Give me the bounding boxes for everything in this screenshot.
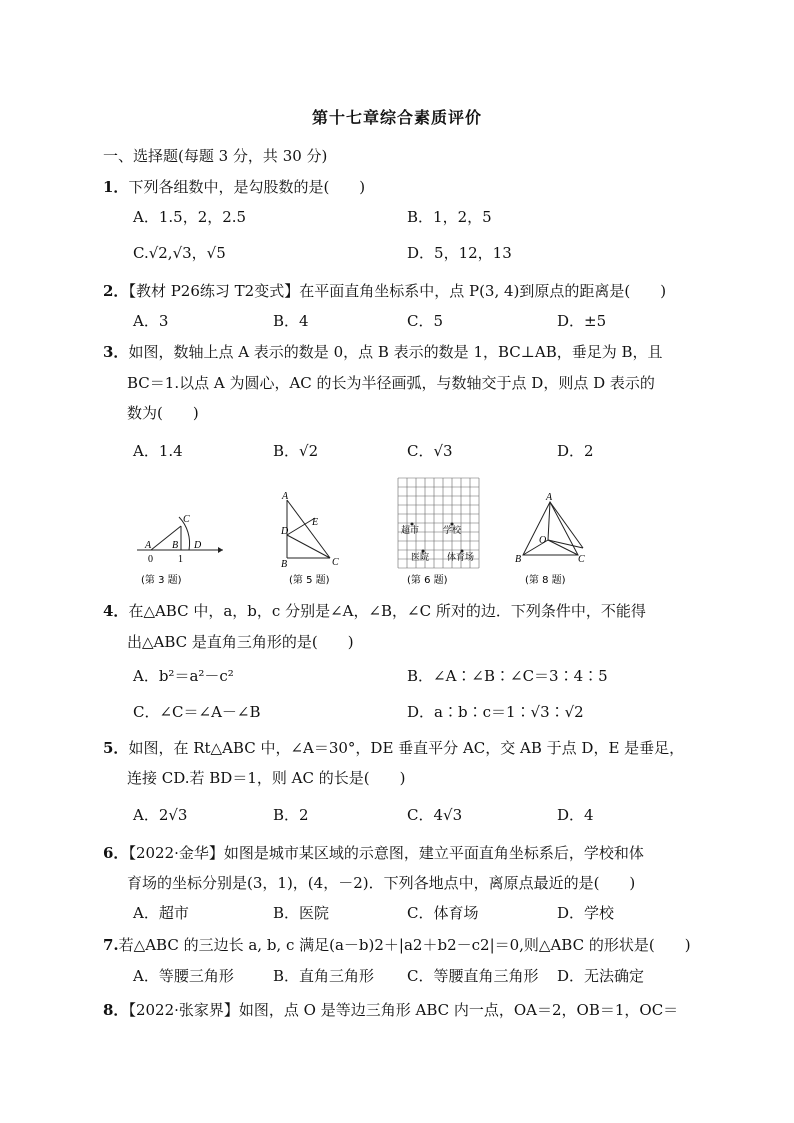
question-stem: 【2022·金华】如图是城市某区域的示意图，建立平面直角坐标系后，学校和体 — [128, 844, 644, 862]
question-stem-line3: 数为( ) — [127, 404, 199, 422]
question-stem: 【2022·张家界】如图，点 O 是等边三角形 ABC 内一点，OA＝2，OB＝1，OC＝ — [128, 1001, 679, 1019]
label-b: B — [281, 559, 288, 570]
question-6 — [103, 843, 644, 863]
option-c[interactable]: C．4√3 — [407, 806, 463, 824]
option-d[interactable]: D．学校 — [557, 904, 615, 922]
label-hospital: 医院 — [411, 552, 430, 562]
question-number: 4． — [103, 602, 129, 620]
question-stem: 下列各组数中，是勾股数的是( ) — [128, 178, 366, 196]
question-4 — [103, 601, 646, 621]
label-stadium: 体育场 — [447, 552, 475, 562]
option-d[interactable]: D．a∶b∶c＝1∶√3∶√2 — [407, 703, 584, 721]
option-d[interactable]: D．无法确定 — [557, 967, 645, 985]
segment-ac — [287, 500, 330, 558]
label-c: C — [578, 554, 585, 565]
question-number: 8． — [103, 1001, 129, 1019]
question-stem: 如图，在 Rt△ABC 中，∠A＝30°，DE 垂直平分 AC，交 AB 于点 D，E 是垂足， — [128, 739, 685, 757]
option-b[interactable]: B．2 — [273, 806, 309, 824]
option-c[interactable]: C．√3 — [407, 442, 453, 460]
figure-q8 — [515, 490, 600, 590]
option-b[interactable]: B．直角三角形 — [273, 967, 375, 985]
option-c[interactable]: C．∠C＝∠A－∠B — [133, 703, 261, 721]
figure-caption: (第 8 题) — [525, 575, 566, 586]
figure-q6 — [395, 475, 483, 590]
figure-caption: (第 5 题) — [289, 575, 330, 586]
question-number: 2． — [103, 282, 129, 300]
segment-cd — [287, 535, 330, 558]
option-d[interactable]: D．2 — [557, 442, 594, 460]
label-o: O — [539, 535, 547, 546]
option-c[interactable]: C.√2,√3，√5 — [133, 244, 226, 262]
label-school: 学校 — [443, 525, 462, 535]
question-stem: 【教材 P26练习 T2变式】在平面直角坐标系中，点 P(3, 4)到原点的距离是( ) — [128, 282, 667, 300]
option-b[interactable]: B．4 — [273, 312, 309, 330]
option-b[interactable]: B．√2 — [273, 442, 319, 460]
option-a[interactable]: A．1.5，2，2.5 — [133, 208, 247, 226]
question-2 — [103, 281, 666, 301]
figure-q3 — [133, 505, 228, 590]
option-d[interactable]: D．4 — [557, 806, 594, 824]
option-a[interactable]: A．2√3 — [133, 806, 188, 824]
question-stem: 在△ABC 中，a，b，c 分别是∠A，∠B，∠C 所对的边．下列条件中，不能得 — [128, 602, 646, 620]
question-stem-line2: 连接 CD.若 BD＝1，则 AC 的长是( ) — [127, 769, 406, 787]
question-number: 1． — [103, 178, 129, 196]
tick-1: 1 — [178, 554, 183, 565]
figure-caption: (第 3 题) — [141, 575, 182, 586]
question-8 — [103, 1000, 678, 1020]
question-number: 3． — [103, 343, 129, 361]
option-d[interactable]: D．±5 — [557, 312, 607, 330]
option-b[interactable]: B．1，2，5 — [407, 208, 492, 226]
label-d: D — [194, 540, 202, 551]
question-stem-line2: 出△ABC 是直角三角形的是( ) — [127, 633, 354, 651]
question-1 — [103, 177, 365, 197]
option-a[interactable]: A．超市 — [133, 904, 189, 922]
arrow-icon — [218, 547, 223, 553]
figure-caption: (第 6 题) — [407, 575, 448, 586]
question-number: 7. — [103, 936, 119, 954]
question-stem-line2: BC＝1.以点 A 为圆心，AC 的长为半径画弧，与数轴交于点 D，则点 D 表示的 — [127, 374, 655, 392]
question-stem: 如图，数轴上点 A 表示的数是 0，点 B 表示的数是 1，BC⊥AB，垂足为 B，且 — [128, 343, 663, 361]
label-e: E — [312, 517, 319, 528]
label-a: A — [282, 491, 289, 502]
option-a[interactable]: A．1.4 — [133, 442, 183, 460]
figure-q5 — [275, 488, 355, 590]
label-market: 超市 — [401, 525, 420, 535]
label-b: B — [515, 554, 522, 565]
option-b[interactable]: B．医院 — [273, 904, 330, 922]
question-number: 6． — [103, 844, 129, 862]
tick-0: 0 — [148, 554, 153, 565]
option-b[interactable]: B．∠A∶∠B∶∠C＝3∶4∶5 — [407, 667, 608, 685]
question-stem-line2: 育场的坐标分别是(3，1)，(4，－2)．下列各地点中，离原点最近的是( ) — [127, 874, 636, 892]
label-a: A — [145, 540, 152, 551]
option-c[interactable]: C．等腰直角三角形 — [407, 967, 539, 985]
option-a[interactable]: A．等腰三角形 — [133, 967, 234, 985]
question-number: 5． — [103, 739, 129, 757]
label-d: D — [281, 526, 289, 537]
label-c: C — [332, 557, 339, 568]
segment-oa — [548, 502, 550, 540]
question-7 — [103, 935, 691, 955]
label-c: C — [183, 514, 190, 525]
option-a[interactable]: A．3 — [133, 312, 169, 330]
triangle-abc — [523, 502, 578, 555]
option-a[interactable]: A．b²＝a²－c² — [133, 667, 234, 685]
question-3 — [103, 342, 663, 362]
label-a: A — [546, 492, 553, 503]
section-heading: 一、选择题(每题 3 分，共 30 分) — [103, 147, 328, 165]
question-stem: 若△ABC 的三边长 a, b, c 满足(a－b)2＋|a2＋b2－c2|＝0,则△ABC 的形状是( ) — [118, 936, 691, 954]
question-5 — [103, 738, 684, 758]
option-c[interactable]: C．5 — [407, 312, 444, 330]
option-d[interactable]: D．5，12，13 — [407, 244, 512, 262]
page-title: 第十七章综合素质评价 — [311, 108, 482, 127]
option-c[interactable]: C．体育场 — [407, 904, 479, 922]
label-b: B — [172, 540, 179, 551]
